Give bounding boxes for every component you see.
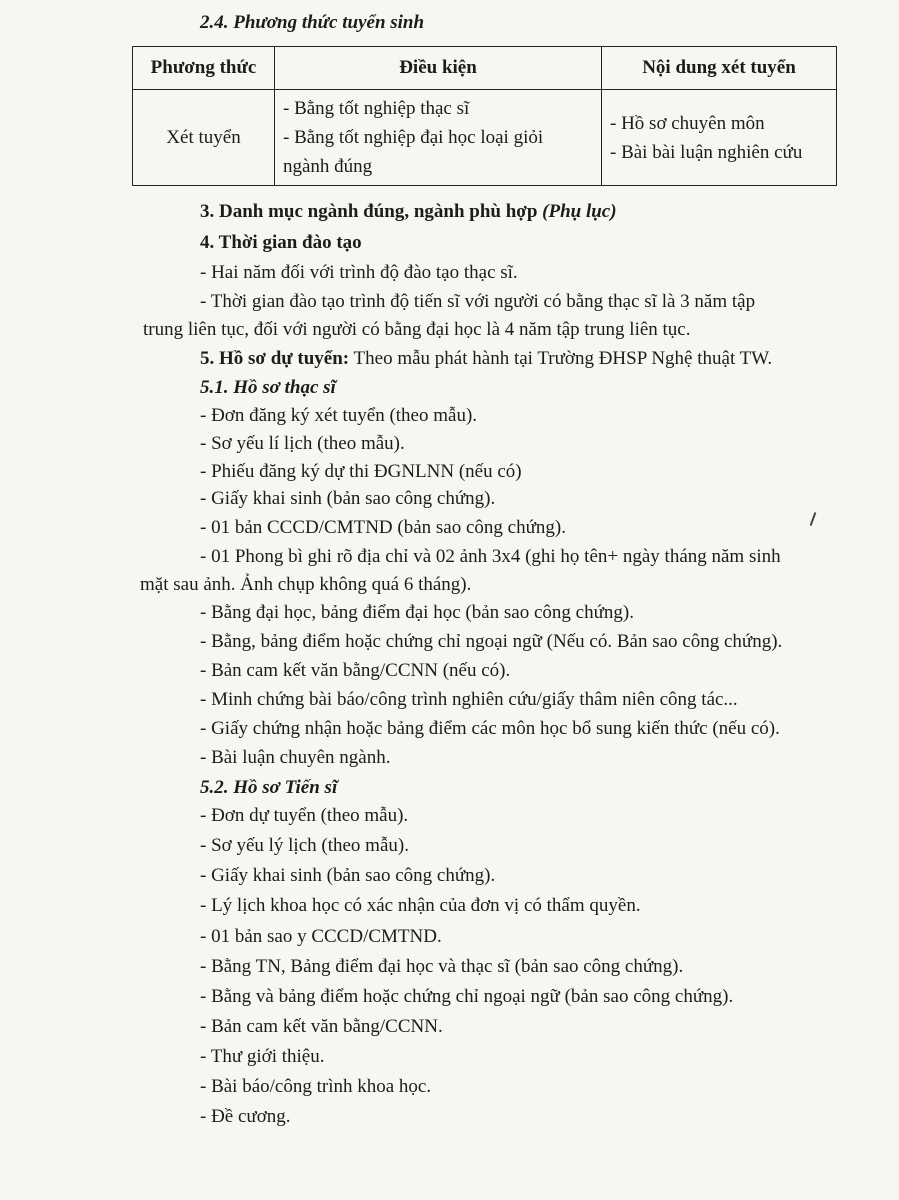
table-header-row <box>133 47 837 90</box>
table-row <box>133 90 837 186</box>
content-cell <box>602 90 837 186</box>
section-5-1-title: 5.1. Hồ sơ thạc sĩ <box>200 377 336 398</box>
list-item: - Giấy chứng nhận hoặc bảng điểm các môn học bổ sung kiến thức (nếu có). <box>200 718 780 739</box>
admission-method-table <box>132 46 837 186</box>
section-5-2-title: 5.2. Hồ sơ Tiến sĩ <box>200 777 338 798</box>
section-2-4-title: 2.4. Phương thức tuyển sinh <box>200 12 425 33</box>
section-4-title: 4. Thời gian đào tạo <box>200 232 362 253</box>
table-header-method: Phương thức <box>133 47 275 90</box>
list-item: - Sơ yếu lí lịch (theo mẫu). <box>200 433 405 454</box>
list-item: - 01 bản CCCD/CMTND (bản sao công chứng). <box>200 517 566 538</box>
list-item: - Minh chứng bài báo/công trình nghiên cứu/giấy thâm niên công tác... <box>200 689 738 710</box>
list-item: - Bằng TN, Bảng điểm đại học và thạc sĩ (bản sao công chứng). <box>200 956 684 977</box>
list-item: - Bản cam kết văn bằng/CCNN (nếu có). <box>200 660 511 681</box>
content-item: - Bài bài luận nghiên cứu <box>610 141 803 163</box>
list-item: - Sơ yếu lý lịch (theo mẫu). <box>200 835 409 856</box>
list-item: - 01 bản sao y CCCD/CMTND. <box>200 926 442 947</box>
list-item: - Đơn dự tuyển (theo mẫu). <box>200 805 409 826</box>
section-4-item: - Hai năm đối với trình độ đào tạo thạc sĩ. <box>200 262 518 283</box>
section-5-heading <box>200 347 772 371</box>
section-5-text: Theo mẫu phát hành tại Trường ĐHSP Nghệ thuật TW. <box>349 348 773 369</box>
list-item: - Giấy khai sinh (bản sao công chứng). <box>200 865 496 886</box>
list-item: - Giấy khai sinh (bản sao công chứng). <box>200 488 496 509</box>
section-5-title: 5. Hồ sơ dự tuyển: <box>200 348 350 369</box>
list-item: - Phiếu đăng ký dự thi ĐGNLNN (nếu có) <box>200 461 522 482</box>
condition-item: ngành đúng <box>283 156 373 177</box>
pen-stroke-mark <box>810 512 817 526</box>
method-cell: Xét tuyển <box>133 90 275 186</box>
condition-item: - Bằng tốt nghiệp đại học loại giỏi <box>283 127 544 148</box>
condition-item: - Bằng tốt nghiệp thạc sĩ <box>283 98 470 119</box>
section-3-bold: 3. Danh mục ngành đúng, ngành phù hợp <box>200 201 543 222</box>
list-item: - Bài luận chuyên ngành. <box>200 747 391 768</box>
list-item: - Bài báo/công trình khoa học. <box>200 1076 432 1097</box>
list-item: - Thư giới thiệu. <box>200 1046 325 1067</box>
section-3-heading <box>200 200 617 224</box>
section-3-italic: (Phụ lục) <box>542 201 617 222</box>
list-item: - Bản cam kết văn bằng/CCNN. <box>200 1016 443 1037</box>
section-4-item-continuation: trung liên tục, đối với người có bằng đại học là 4 năm tập trung liên tục. <box>143 319 691 340</box>
content-item: - Hồ sơ chuyên môn <box>610 112 765 134</box>
list-item: - Bằng đại học, bảng điểm đại học (bản sao công chứng). <box>200 602 634 623</box>
table-header-content: Nội dung xét tuyển <box>602 47 837 90</box>
list-item: - Bằng và bảng điểm hoặc chứng chỉ ngoại ngữ (bản sao công chứng). <box>200 986 734 1007</box>
list-item: - Đơn đăng ký xét tuyển (theo mẫu). <box>200 405 478 426</box>
list-item-continuation: mặt sau ảnh. Ảnh chụp không quá 6 tháng). <box>140 574 472 595</box>
section-4-item: - Thời gian đào tạo trình độ tiến sĩ với người có bằng thạc sĩ là 3 năm tập <box>200 291 756 312</box>
list-item: - Lý lịch khoa học có xác nhận của đơn vị có thẩm quyền. <box>200 895 641 916</box>
condition-cell <box>275 90 602 186</box>
table-header-condition: Điều kiện <box>275 47 602 90</box>
list-item: - Đề cương. <box>200 1106 291 1127</box>
list-item: - 01 Phong bì ghi rõ địa chỉ và 02 ảnh 3x4 (ghi họ tên+ ngày tháng năm sinh <box>200 546 781 567</box>
list-item: - Bằng, bảng điểm hoặc chứng chỉ ngoại ngữ (Nếu có. Bản sao công chứng). <box>200 631 783 652</box>
